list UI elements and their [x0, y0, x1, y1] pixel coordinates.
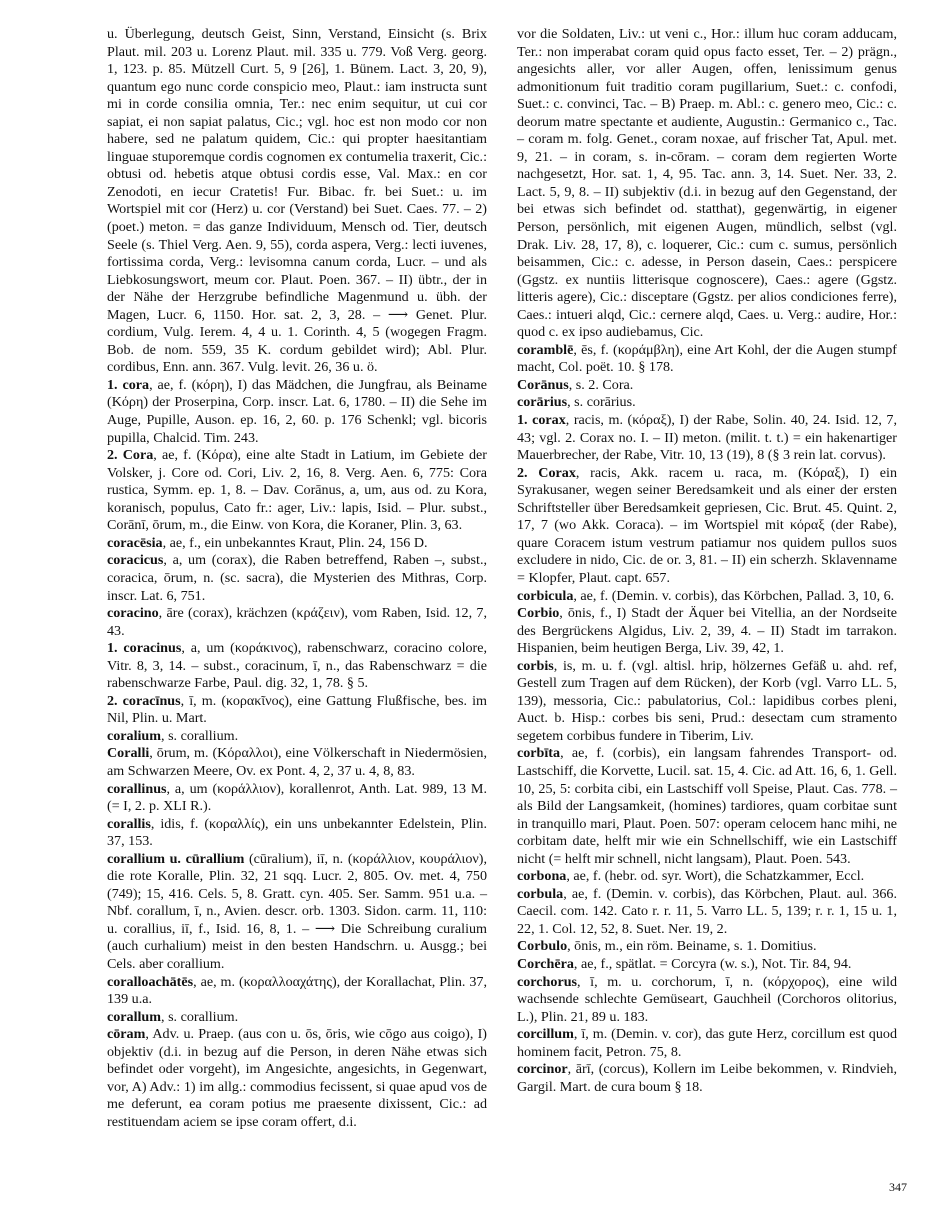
headword: 2. Cora: [107, 447, 154, 464]
headword: corārius: [517, 394, 568, 411]
headword: corbicula: [517, 587, 574, 604]
entry-corallinus: corallinus, a, um (κοράλλιον), korallenrot, Anth. Lat. 989, 13 M. (= I, 2. p. XLI R.).: [107, 780, 487, 815]
entry-corallum: corallum, s. corallium.: [107, 1008, 239, 1025]
headword: 1. cora: [107, 376, 150, 393]
entry-coracinus-2: 2. coracīnus, ī, m. (κορακῖνος), eine Gattung Flußfische, bes. im Nil, Plin. u. Mart.: [107, 692, 487, 727]
headword: corbīta: [517, 745, 561, 762]
headword: coramblē: [517, 341, 574, 358]
headword: corcinor: [517, 1061, 568, 1078]
headword: coracicus: [107, 552, 164, 569]
entry-corallium: corallium u. cūrallium (cūralium), iī, n. (κοράλλιον, κουράλιον), die rote Koralle, Plin. 32, 21 sqq. Lucr. 2, 805. Ov. met. 4, 750 (749); 15, 416. Cels. 5, 8. Gratt. cyn. 405. Ser. Samm. 951 u.a. – Nbf. corallum, ī, n., Avien. descr. orb. 1303. Sidon. carm. 11, 110: u. corallius, iī, f., Isid. 16, 8, 1. – ⟶ Die Schreibung curalium (auch curhalium) meist in den besten Handschrn. u. Ausgg.; bei Cels. aber corallium.: [107, 850, 487, 972]
entry-corax-2: 2. Corax, racis, Akk. racem u. raca, m. (Κόραξ), I) ein Syrakusaner, wegen seiner Beredsamkeit und als einer der ersten Schriftsteller über Beredsamkeit gepriesen, Cic. Brut. 45. Quint. 2, 17, 7 (wo Akk. Coraca). – im Wortspiel mit κόραξ (der Rabe), quare Coracem istum vestrum patiamur nos quidem pullos suos excludere in nido, Cic. de or. 3, 81. – II) ein scherzh. Sklavenname = Klopfer, Plaut. capt. 657.: [517, 464, 897, 586]
headword: Corbulo: [517, 938, 568, 955]
headword: 1. coracinus: [107, 640, 182, 657]
entry-coracicus: coracicus, a, um (corax), die Raben betreffend, Raben –, subst., coracica, ōrum, n. (sc. sacra), die Mysterien des Mithras, Corp. inscr. Lat. 6, 751.: [107, 552, 487, 604]
entry-cor-continued: u. Überlegung, deutsch Geist, Sinn, Verstand, Einsicht (s. Brix Plaut. mil. 203 u. Lorenz Plaut. mil. 335 u. 779. Voß Verg. georg. 1, 123. p. 85. Mützell Curt. 5, 9 [26], 1. Bünem. Lact. 3, 20, 9), quantum ego nunc corde conspicio meo, Plaut.: iam instructa sunt mi in corde consilia omnia, Ter.: nec enim sequitur, ut cui cor sapiat, ei non sapiat palatus, Cic.; vgl. hoc est non modo cor non habere, sed ne palatum quidem, Cic.: qui propter haesitantiam linguae stuporemque cordis cognomen ex contumelia traxerit, Cic.: obtusi od. hebetis atque obtusi cordis esse, Val. Max.: en cor Zenodoti, en iecur Cratetis! Fur. Bibac. fr. bei Suet.: u. im Wortspiel mit cor (Herz) u. cor (Verstand) bei Suet. Caes. 77. – 2) (poet.) meton. = das ganze Individuum, Mensch od. Tier, deutsch Seele (s. Thiel Verg. Aen. 9, 55), corda aspera, Verg.: lecti iuvenes, fortissima corda, Verg.: levisomna canum corda, Lucr. – und als Liebkosungswort, meum cor. Plaut. Poen. 367. – II) übtr., der in der Nähe der Herzgrube befindliche Magenmund u. übh. der Magen, Lucr. 6, 1150. Hor. sat. 2, 3, 28. – ⟶ Genet. Plur. cordium, Vulg. Ierem. 4, 4 u. 1. Corinth. 4, 5 (wogegen Fragm. Bob. de nom. 559, 35 K. cordum gebildet wird); Abl. Plur. cordibus, Enn. ann. 367. Vulg. levit. 26, 36 u. ö.: [107, 26, 487, 376]
entry-corbio: Corbio, ōnis, f., I) Stadt der Äquer bei Vitellia, an der Nordseite des Bergrückens Algidus, Liv. 2, 39, 4. – II) Stadt im tarrakon. Hispanien, beim heutigen Berga, Liv. 39, 42, 1.: [517, 605, 897, 657]
headword: coralium: [107, 727, 162, 744]
entry-coralloachates: coralloachātēs, ae, m. (κοραλλοαχάτης), der Korallachat, Plin. 37, 139 u.a.: [107, 973, 487, 1008]
left-column: [107, 26, 487, 1131]
headword: corchorus: [517, 973, 578, 990]
headword: corallium u. cūrallium: [107, 850, 245, 867]
entry-coranus: Corānus, s. 2. Cora.: [517, 376, 634, 393]
headword: coralloachātēs: [107, 973, 194, 990]
entry-coracino: coracino, āre (corax), krächzen (κράζειν), vom Raben, Isid. 12, 7, 43.: [107, 605, 487, 639]
headword: corbona: [517, 868, 567, 885]
entry-corcillum: corcillum, ī, m. (Demin. v. cor), das gute Herz, corcillum est quod hominem facit, Petron. 75, 8.: [517, 1026, 897, 1060]
entry-coramble: coramblē, ēs, f. (κοράμβλη), eine Art Kohl, der die Augen stumpf macht, Col. poët. 10. § 178.: [517, 341, 897, 376]
entry-coraris: corārius, s. corārius.: [517, 394, 636, 411]
entry-coracesia: coracēsia, ae, f., ein unbekanntes Kraut, Plin. 24, 156 D.: [107, 534, 428, 551]
right-column: [517, 26, 897, 1096]
entry-coralium: coralium, s. corallium.: [107, 727, 239, 744]
headword: cōram: [107, 1026, 146, 1043]
headword: corallis: [107, 815, 151, 832]
entry-corchera: Corchēra, ae, f., spätlat. = Corcyra (w. s.), Not. Tir. 84, 94.: [517, 955, 852, 972]
entry-corbicula: corbicula, ae, f. (Demin. v. corbis), das Körbchen, Pallad. 3, 10, 6.: [517, 587, 895, 604]
headword: Corānus: [517, 376, 569, 393]
entry-corbula: corbula, ae, f. (Demin. v. corbis), das Körbchen, Plaut. aul. 366. Caecil. com. 142. Cato r. r. 11, 5. Varro LL. 5, 139; r. r. 1, 15 u. 1, 22, 1. Col. 12, 52, 8. Suet. Ner. 19, 2.: [517, 885, 897, 937]
entry-coralli: Coralli, ōrum, m. (Κόραλλοι), eine Völkerschaft in Niedermösien, am Schwarzen Meere, Ov. ex Pont. 4, 2, 37 u. 4, 8, 83.: [107, 745, 487, 779]
entry-corax-1: 1. corax, racis, m. (κόραξ), I) der Rabe, Solin. 40, 24. Isid. 12, 7, 43; vgl. 2. Corax no. I. – II) meton. (milit. t. t.) = ein hakenartiger Mauerbrecher, der Rabe, Vitr. 10, 13 (19), 8 (§ 3 rein lat. corvus).: [517, 412, 898, 464]
entry-coram-continued: vor die Soldaten, Liv.: ut veni c., Hor.: illum huc coram adducam, Ter.: non imperabat coram quid opus facto esset, Ter. – 2) prägn., angesichts aller, vor aller Augen, offen, lenissimum genus admonitionum fuit traditio coram pugillarium, Suet.: c. confodi, Suet.: c. convinci, Tac. – B) Praep. m. Abl.: c. genero meo, Cic.: c. deorum matre spectante et audiente, Augustin.: Germanico c., Tac. – coram m. folg. Genet., coram noxae, auf frischer Tat, Apul. met. 9, 21. – in coram, s. in-cōram. – coram dem regierten Worte nachgesetzt, Hor. sat. 1, 4, 95. Tac. ann. 3, 14. Suet. Ner. 33, 2. Lact. 5, 9, 8. – II) subjektiv (d.i. in bezug auf den Gegenstand, der bei etwas sich befindet od. statthat), gegenwärtig, in eigener Person, persönlich, mit eigenen Augen, mündlich, selbst (vgl. Drak. Liv. 28, 17, 8), c. loquerer, Cic.: cum c. sumus, persönlich beisammen, Cic.: c. adesse, in Person dasein, Caes.: perspicere (Ggstz. ex nuntiis litterisque cognoscere), Caes.: agere (Ggstz. litteris agere), Cic.: disceptare (Ggstz. per alios condiciones ferre), Caes.: intueri alqd, Cic.: cernere alqd, Caes. u. Verg.: audire, Hor.: quod c. ex ipso audiebamus, Cic.: [517, 26, 897, 341]
headword: corallum: [107, 1008, 162, 1025]
entry-coracinus-1: 1. coracinus, a, um (κοράκινος), rabenschwarz, coracino colore, Vitr. 8, 3, 14. – subst., coracinum, ī, n., das Rabenschwarz = die rabenschwarze Farbe, Paul. dig. 32, 1, 78. § 5.: [107, 640, 488, 692]
entry-cora-2: 2. Cora, ae, f. (Κόρα), eine alte Stadt in Latium, im Gebiete der Volsker, j. Core od. Cori, Liv. 2, 16, 8. Verg. Aen. 6, 775: Cora rustica, Symm. ep. 1, 8. – Dav. Corānus, a, um, aus od. zu Kora, koranisch, populus, Cato fr.: ager, Liv.: lapis, Isid. – Plur. subst., Corānī, ōrum, m., die Einw. von Kora, die Koraner, Plin. 3, 63.: [107, 447, 488, 534]
headword: Corchēra: [517, 955, 574, 972]
headword: corbula: [517, 885, 564, 902]
headword: 1. corax: [517, 412, 566, 429]
entry-corbona: corbona, ae, f. (hebr. od. syr. Wort), die Schatzkammer, Eccl.: [517, 868, 865, 885]
headword: 2. Corax: [517, 464, 576, 481]
headword: coracēsia: [107, 534, 163, 551]
entry-corcinor: corcinor, ārī, (corcus), Kollern im Leibe bekommen, v. Rindvieh, Gargil. Mart. de cura boum § 18.: [517, 1061, 897, 1095]
entry-cora-1: 1. cora, ae, f. (κόρη), I) das Mädchen, die Jungfrau, als Beiname (Κόρη) der Proserpina, Corp. inscr. Lat. 6, 1780. – II) die Sehe im Auge, Pupille, Auson. ep. 16, 2, 60. p. 176 Schenkl; vgl. bicoris pupilla, Chalcid. Tim. 243.: [107, 376, 488, 446]
entry-corbulo: Corbulo, ōnis, m., ein röm. Beiname, s. 1. Domitius.: [517, 938, 817, 955]
entry-corbita: corbīta, ae, f. (corbis), ein langsam fahrendes Transport- od. Lastschiff, die Korvette, Lucil. sat. 15, 4. Cic. ad Att. 16, 6, 1. Gell. 10, 25, 5: corbita cibi, ein Lastschiff voll Speise, Plaut. Cas. 778. – als Bild der Langsamkeit, (homines) tardiores, quam corbitae sunt in tranquillo mari, Plaut. Poen. 507: operam celocem hanc mihi, ne corbitam date, helft mir wie ein Schnellschiff, wie ein Lastschiff nicht (= helft mir schnell, nicht langsam), Plaut. Poen. 543.: [517, 745, 897, 867]
headword: 2. coracīnus: [107, 692, 181, 709]
page-number: 347: [889, 1180, 907, 1194]
entry-corchorus: corchorus, ī, m. u. corchorum, ī, n. (κόρχορος), eine wild wachsende schlechte Gemüseart, Gauchheil (Corchoros olitorius, L.), Plin. 21, 89 u. 183.: [517, 973, 897, 1025]
headword: Corbio: [517, 605, 560, 622]
entry-corbis: corbis, is, m. u. f. (vgl. altisl. hrip, hölzernes Gefäß u. ahd. ref, Gestell zum Tragen auf dem Rücken), der Korb (vgl. Varro LL. 5, 139), messoria, Cic.: pabulatorius, Col.: lapidibus corbes pleni, Auct. b. Hisp.: corbes bis seni, Prud.: desectam cum stramento segetem corbibus fundere in Tiberim, Liv.: [517, 657, 897, 744]
headword: corcillum: [517, 1026, 574, 1043]
headword: coracino: [107, 605, 159, 622]
entry-coram: cōram, Adv. u. Praep. (aus con u. ōs, ōris, wie cōgo aus coigo), I) objektiv (d.i. in bezug auf die Person, in deren Nähe etwas sich befindet oder vorgeht), im Angesichte, angesichts, in Gegenwart, vor, A) Adv.: 1) im allg.: commodius fecissent, si quae apud vos de me deferunt, ea coram potius me praesente dixissent, Cic.: ad restituendam aciem se ipse coram offert, d.i.: [107, 1026, 487, 1130]
headword: corbis: [517, 657, 554, 674]
entry-corallis: corallis, idis, f. (κοραλλίς), ein uns unbekannter Edelstein, Plin. 37, 153.: [107, 815, 487, 850]
headword: corallinus: [107, 780, 167, 797]
headword: Coralli: [107, 745, 150, 762]
